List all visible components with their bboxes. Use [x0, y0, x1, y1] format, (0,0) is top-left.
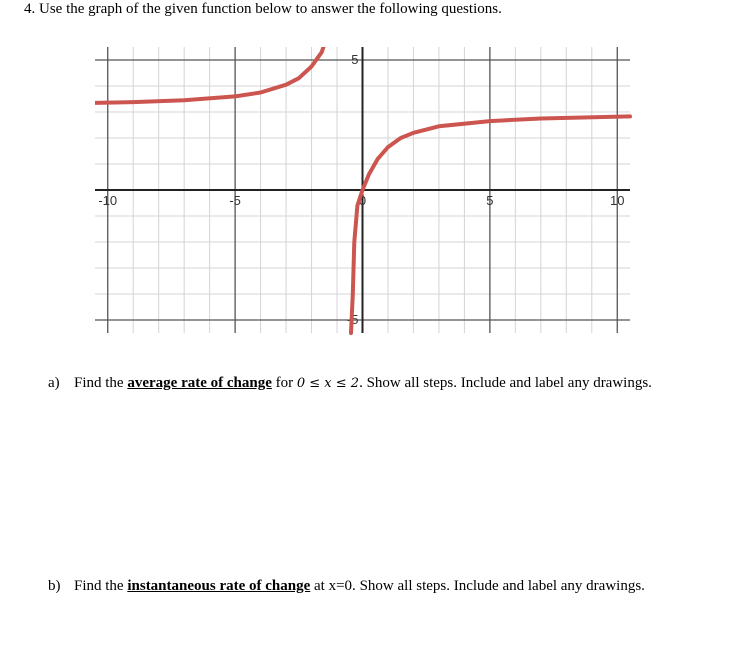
x-tick-label: 5 [486, 193, 494, 208]
part-b-label: b) [48, 578, 61, 594]
part-b-middle: at x=0. [310, 578, 360, 594]
function-graph [95, 47, 635, 337]
part-a-prefix: Find the [74, 375, 128, 391]
part-b [48, 578, 645, 595]
part-a [48, 375, 652, 392]
part-a-suffix: . Show all steps. Include and label any drawings. [359, 375, 652, 391]
part-a-condition: 0 ≤ x ≤ 2 [296, 376, 360, 391]
x-tick-label: 0 [358, 193, 367, 208]
part-a-middle: for [271, 375, 297, 391]
y-tick-label: -5 [346, 312, 359, 327]
x-tick-label: 10 [610, 193, 625, 208]
part-a-emphasis: average rate of change [127, 375, 272, 391]
part-a-label: a) [48, 375, 60, 391]
y-tick-label: 5 [351, 52, 359, 67]
x-tick-label: -5 [229, 193, 241, 208]
question-title: 4. Use the graph of the given function below to answer the following questions. [24, 1, 502, 17]
part-b-prefix: Find the [74, 578, 128, 594]
x-tick-label: -10 [98, 193, 118, 208]
part-b-suffix: Show all steps. Include and label any drawings. [359, 578, 645, 594]
part-b-emphasis: instantaneous rate of change [127, 578, 311, 594]
